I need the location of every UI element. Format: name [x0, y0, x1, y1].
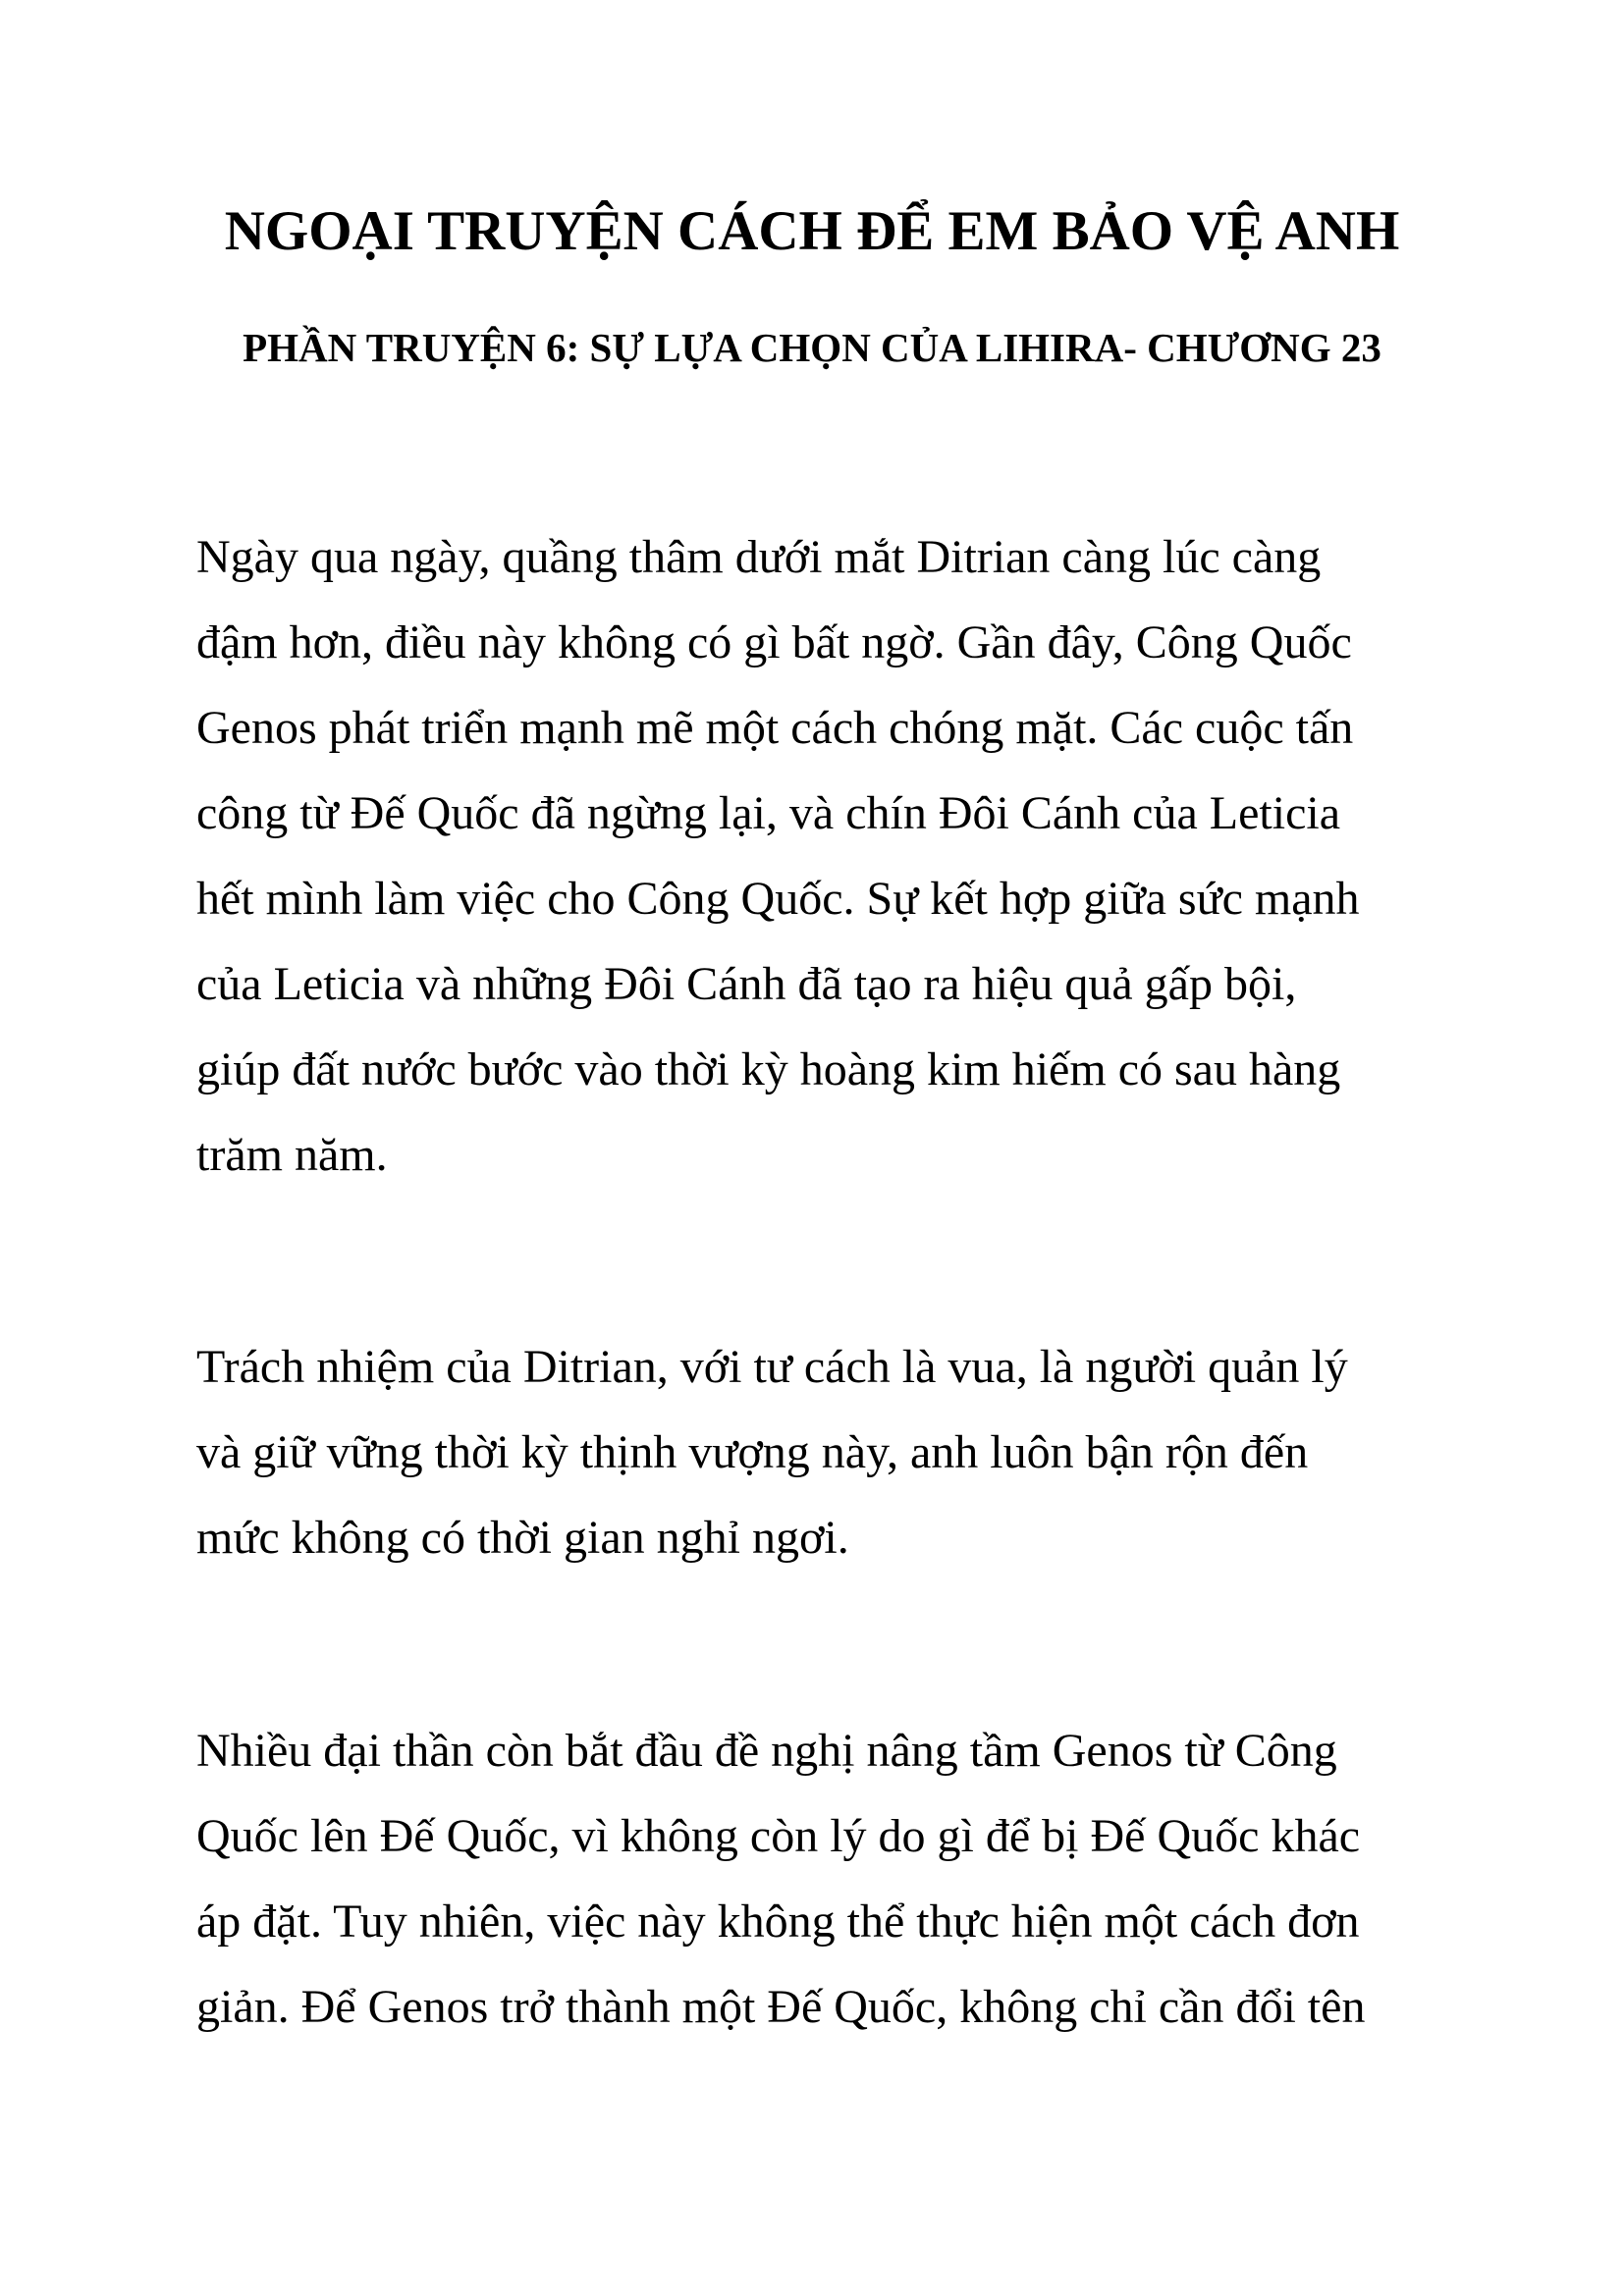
paragraph-line: đậm hơn, điều này không có gì bất ngờ. Gần đây, Công Quốc [196, 616, 1352, 668]
paragraph-line: Quốc lên Đế Quốc, vì không còn lý do gì để bị Đế Quốc khác [196, 1810, 1361, 1862]
paragraph-line: giúp đất nước bước vào thời kỳ hoàng kim hiếm có sau hàng [196, 1043, 1341, 1095]
paragraph-line: giản. Để Genos trở thành một Đế Quốc, không chỉ cần đổi tên [196, 1981, 1366, 2033]
chapter-subtitle: PHẦN TRUYỆN 6: SỰ LỰA CHỌN CỦA LIHIRA- CHƯƠNG 23 [243, 325, 1381, 370]
paragraph-line: Trách nhiệm của Ditrian, với tư cách là vua, là người quản lý [196, 1341, 1348, 1393]
paragraph-line: công từ Đế Quốc đã ngừng lại, và chín Đôi Cánh của Leticia [196, 787, 1341, 839]
story-title: NGOẠI TRUYỆN CÁCH ĐỂ EM BẢO VỆ ANH [224, 200, 1400, 262]
paragraph [196, 1708, 1463, 2050]
paragraph-line: Genos phát triển mạnh mẽ một cách chóng mặt. Các cuộc tấn [196, 702, 1354, 754]
paragraph-line: trăm năm. [196, 1129, 388, 1181]
paragraph-line: và giữ vững thời kỳ thịnh vượng này, anh luôn bận rộn đến [196, 1426, 1309, 1478]
paragraph-line: Ngày qua ngày, quầng thâm dưới mắt Ditrian càng lúc càng [196, 531, 1322, 583]
paragraph-line: hết mình làm việc cho Công Quốc. Sự kết hợp giữa sức mạnh [196, 873, 1360, 925]
paragraph-line: của Leticia và những Đôi Cánh đã tạo ra hiệu quả gấp bội, [196, 958, 1297, 1010]
paragraph-line: mức không có thời gian nghỉ ngơi. [196, 1512, 849, 1564]
paragraph [196, 514, 1463, 1198]
paragraph-line: áp đặt. Tuy nhiên, việc này không thể thực hiện một cách đơn [196, 1896, 1360, 1948]
paragraph [196, 1324, 1463, 1580]
paragraph-line: Nhiều đại thần còn bắt đầu đề nghị nâng tầm Genos từ Công [196, 1725, 1337, 1777]
